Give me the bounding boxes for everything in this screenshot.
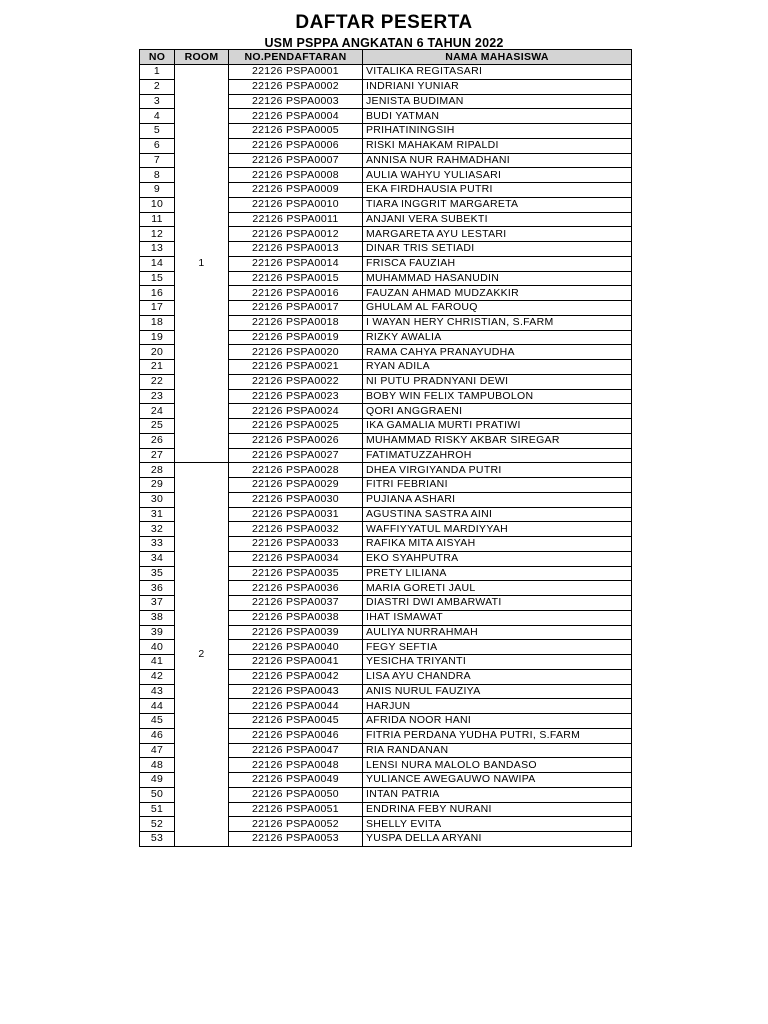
cell-student-name: YESICHA TRIYANTI	[363, 655, 632, 670]
cell-registration-number: 22126 PSPA0051	[229, 802, 363, 817]
cell-registration-number: 22126 PSPA0006	[229, 138, 363, 153]
cell-registration-number: 22126 PSPA0046	[229, 728, 363, 743]
cell-student-name: INDRIANI YUNIAR	[363, 79, 632, 94]
cell-no: 35	[140, 566, 175, 581]
cell-no: 45	[140, 714, 175, 729]
cell-student-name: JENISTA BUDIMAN	[363, 94, 632, 109]
cell-student-name: LENSI NURA MALOLO BANDASO	[363, 758, 632, 773]
cell-registration-number: 22126 PSPA0036	[229, 581, 363, 596]
cell-registration-number: 22126 PSPA0032	[229, 522, 363, 537]
cell-registration-number: 22126 PSPA0033	[229, 537, 363, 552]
cell-no: 3	[140, 94, 175, 109]
cell-no: 5	[140, 124, 175, 139]
cell-no: 47	[140, 743, 175, 758]
cell-student-name: ANJANI VERA SUBEKTI	[363, 212, 632, 227]
cell-no: 24	[140, 404, 175, 419]
cell-student-name: INTAN PATRIA	[363, 787, 632, 802]
cell-no: 42	[140, 669, 175, 684]
cell-registration-number: 22126 PSPA0034	[229, 551, 363, 566]
cell-no: 12	[140, 227, 175, 242]
cell-no: 40	[140, 640, 175, 655]
cell-no: 8	[140, 168, 175, 183]
cell-registration-number: 22126 PSPA0037	[229, 596, 363, 611]
cell-no: 4	[140, 109, 175, 124]
cell-student-name: LISA AYU CHANDRA	[363, 669, 632, 684]
cell-student-name: MUHAMMAD RISKY AKBAR SIREGAR	[363, 433, 632, 448]
cell-no: 31	[140, 507, 175, 522]
cell-student-name: HARJUN	[363, 699, 632, 714]
cell-room: 2	[175, 463, 229, 847]
cell-student-name: IHAT ISMAWAT	[363, 610, 632, 625]
cell-student-name: FITRI FEBRIANI	[363, 478, 632, 493]
cell-student-name: AULIYA NURRAHMAH	[363, 625, 632, 640]
cell-no: 44	[140, 699, 175, 714]
cell-no: 52	[140, 817, 175, 832]
cell-registration-number: 22126 PSPA0011	[229, 212, 363, 227]
cell-registration-number: 22126 PSPA0030	[229, 492, 363, 507]
cell-student-name: RISKI MAHAKAM RIPALDI	[363, 138, 632, 153]
cell-registration-number: 22126 PSPA0004	[229, 109, 363, 124]
cell-registration-number: 22126 PSPA0019	[229, 330, 363, 345]
cell-registration-number: 22126 PSPA0025	[229, 419, 363, 434]
cell-registration-number: 22126 PSPA0041	[229, 655, 363, 670]
cell-student-name: FRISCA FAUZIAH	[363, 256, 632, 271]
cell-student-name: WAFFIYYATUL MARDIYYAH	[363, 522, 632, 537]
cell-student-name: FITRIA PERDANA YUDHA PUTRI, S.FARM	[363, 728, 632, 743]
cell-registration-number: 22126 PSPA0017	[229, 301, 363, 316]
cell-student-name: FAUZAN AHMAD MUDZAKKIR	[363, 286, 632, 301]
cell-registration-number: 22126 PSPA0023	[229, 389, 363, 404]
cell-student-name: RAMA CAHYA PRANAYUDHA	[363, 345, 632, 360]
cell-no: 23	[140, 389, 175, 404]
cell-registration-number: 22126 PSPA0052	[229, 817, 363, 832]
cell-no: 1	[140, 65, 175, 80]
cell-student-name: DIASTRI DWI AMBARWATI	[363, 596, 632, 611]
cell-no: 36	[140, 581, 175, 596]
cell-registration-number: 22126 PSPA0043	[229, 684, 363, 699]
cell-no: 50	[140, 787, 175, 802]
cell-registration-number: 22126 PSPA0018	[229, 315, 363, 330]
cell-student-name: YUSPA DELLA ARYANI	[363, 832, 632, 847]
cell-registration-number: 22126 PSPA0007	[229, 153, 363, 168]
cell-no: 39	[140, 625, 175, 640]
cell-student-name: RIZKY AWALIA	[363, 330, 632, 345]
cell-registration-number: 22126 PSPA0045	[229, 714, 363, 729]
cell-no: 10	[140, 197, 175, 212]
cell-student-name: ANIS NURUL FAUZIYA	[363, 684, 632, 699]
cell-student-name: YULIANCE AWEGAUWO NAWIPA	[363, 773, 632, 788]
cell-registration-number: 22126 PSPA0016	[229, 286, 363, 301]
cell-registration-number: 22126 PSPA0012	[229, 227, 363, 242]
cell-no: 20	[140, 345, 175, 360]
cell-no: 51	[140, 802, 175, 817]
cell-student-name: DHEA VIRGIYANDA PUTRI	[363, 463, 632, 478]
cell-student-name: BUDI YATMAN	[363, 109, 632, 124]
cell-no: 19	[140, 330, 175, 345]
cell-no: 15	[140, 271, 175, 286]
cell-no: 11	[140, 212, 175, 227]
cell-no: 27	[140, 448, 175, 463]
cell-student-name: EKO SYAHPUTRA	[363, 551, 632, 566]
cell-registration-number: 22126 PSPA0024	[229, 404, 363, 419]
cell-registration-number: 22126 PSPA0001	[229, 65, 363, 80]
cell-registration-number: 22126 PSPA0050	[229, 787, 363, 802]
cell-registration-number: 22126 PSPA0039	[229, 625, 363, 640]
cell-no: 9	[140, 183, 175, 198]
cell-no: 48	[140, 758, 175, 773]
cell-student-name: IKA GAMALIA MURTI PRATIWI	[363, 419, 632, 434]
table-row	[140, 65, 632, 80]
cell-no: 38	[140, 610, 175, 625]
cell-registration-number: 22126 PSPA0009	[229, 183, 363, 198]
cell-no: 30	[140, 492, 175, 507]
cell-registration-number: 22126 PSPA0026	[229, 433, 363, 448]
document-title: DAFTAR PESERTA	[295, 12, 473, 33]
document-subtitle: USM PSPPA ANGKATAN 6 TAHUN 2022	[264, 36, 504, 50]
cell-registration-number: 22126 PSPA0048	[229, 758, 363, 773]
cell-no: 32	[140, 522, 175, 537]
cell-student-name: FATIMATUZZAHROH	[363, 448, 632, 463]
cell-no: 17	[140, 301, 175, 316]
cell-registration-number: 22126 PSPA0042	[229, 669, 363, 684]
cell-no: 22	[140, 374, 175, 389]
cell-student-name: FEGY SEFTIA	[363, 640, 632, 655]
cell-registration-number: 22126 PSPA0010	[229, 197, 363, 212]
cell-no: 49	[140, 773, 175, 788]
cell-no: 13	[140, 242, 175, 257]
cell-no: 28	[140, 463, 175, 478]
cell-registration-number: 22126 PSPA0035	[229, 566, 363, 581]
cell-registration-number: 22126 PSPA0028	[229, 463, 363, 478]
cell-no: 6	[140, 138, 175, 153]
cell-no: 18	[140, 315, 175, 330]
cell-no: 26	[140, 433, 175, 448]
cell-registration-number: 22126 PSPA0053	[229, 832, 363, 847]
cell-student-name: RYAN ADILA	[363, 360, 632, 375]
cell-student-name: TIARA INGGRIT MARGARETA	[363, 197, 632, 212]
cell-registration-number: 22126 PSPA0049	[229, 773, 363, 788]
cell-no: 46	[140, 728, 175, 743]
cell-student-name: BOBY WIN FELIX TAMPUBOLON	[363, 389, 632, 404]
cell-no: 53	[140, 832, 175, 847]
cell-room: 1	[175, 65, 229, 463]
cell-student-name: RIA RANDANAN	[363, 743, 632, 758]
cell-registration-number: 22126 PSPA0044	[229, 699, 363, 714]
cell-registration-number: 22126 PSPA0047	[229, 743, 363, 758]
cell-registration-number: 22126 PSPA0040	[229, 640, 363, 655]
cell-no: 33	[140, 537, 175, 552]
table-body	[140, 65, 632, 847]
cell-registration-number: 22126 PSPA0027	[229, 448, 363, 463]
cell-no: 21	[140, 360, 175, 375]
cell-no: 2	[140, 79, 175, 94]
cell-no: 34	[140, 551, 175, 566]
cell-student-name: MUHAMMAD HASANUDIN	[363, 271, 632, 286]
cell-registration-number: 22126 PSPA0029	[229, 478, 363, 493]
cell-student-name: SHELLY EVITA	[363, 817, 632, 832]
cell-student-name: QORI ANGGRAENI	[363, 404, 632, 419]
cell-student-name: VITALIKA REGITASARI	[363, 65, 632, 80]
cell-student-name: MARGARETA AYU LESTARI	[363, 227, 632, 242]
cell-registration-number: 22126 PSPA0003	[229, 94, 363, 109]
cell-student-name: EKA FIRDHAUSIA PUTRI	[363, 183, 632, 198]
cell-registration-number: 22126 PSPA0021	[229, 360, 363, 375]
cell-no: 37	[140, 596, 175, 611]
cell-registration-number: 22126 PSPA0038	[229, 610, 363, 625]
cell-student-name: PRIHATININGSIH	[363, 124, 632, 139]
cell-registration-number: 22126 PSPA0020	[229, 345, 363, 360]
cell-no: 14	[140, 256, 175, 271]
cell-student-name: MARIA GORETI JAUL	[363, 581, 632, 596]
cell-registration-number: 22126 PSPA0014	[229, 256, 363, 271]
cell-no: 16	[140, 286, 175, 301]
cell-student-name: PUJIANA ASHARI	[363, 492, 632, 507]
cell-student-name: RAFIKA MITA AISYAH	[363, 537, 632, 552]
cell-registration-number: 22126 PSPA0022	[229, 374, 363, 389]
header-student-name: NAMA MAHASISWA	[363, 50, 632, 65]
table-row	[140, 463, 632, 478]
cell-student-name: PRETY LILIANA	[363, 566, 632, 581]
cell-registration-number: 22126 PSPA0002	[229, 79, 363, 94]
cell-no: 41	[140, 655, 175, 670]
cell-no: 29	[140, 478, 175, 493]
cell-registration-number: 22126 PSPA0005	[229, 124, 363, 139]
cell-student-name: ANNISA NUR RAHMADHANI	[363, 153, 632, 168]
cell-student-name: NI PUTU PRADNYANI DEWI	[363, 374, 632, 389]
cell-student-name: ENDRINA FEBY NURANI	[363, 802, 632, 817]
cell-student-name: DINAR TRIS SETIADI	[363, 242, 632, 257]
participant-table	[139, 49, 632, 847]
cell-registration-number: 22126 PSPA0013	[229, 242, 363, 257]
cell-student-name: AFRIDA NOOR HANI	[363, 714, 632, 729]
table-header-row	[140, 50, 632, 65]
cell-student-name: AULIA WAHYU YULIASARI	[363, 168, 632, 183]
header-room: ROOM	[175, 50, 229, 65]
cell-no: 25	[140, 419, 175, 434]
cell-student-name: I WAYAN HERY CHRISTIAN, S.FARM	[363, 315, 632, 330]
cell-no: 7	[140, 153, 175, 168]
cell-registration-number: 22126 PSPA0031	[229, 507, 363, 522]
cell-registration-number: 22126 PSPA0015	[229, 271, 363, 286]
header-no: NO	[140, 50, 175, 65]
cell-no: 43	[140, 684, 175, 699]
cell-student-name: AGUSTINA SASTRA AINI	[363, 507, 632, 522]
cell-registration-number: 22126 PSPA0008	[229, 168, 363, 183]
cell-student-name: GHULAM AL FAROUQ	[363, 301, 632, 316]
header-registration-number: NO.PENDAFTARAN	[229, 50, 363, 65]
